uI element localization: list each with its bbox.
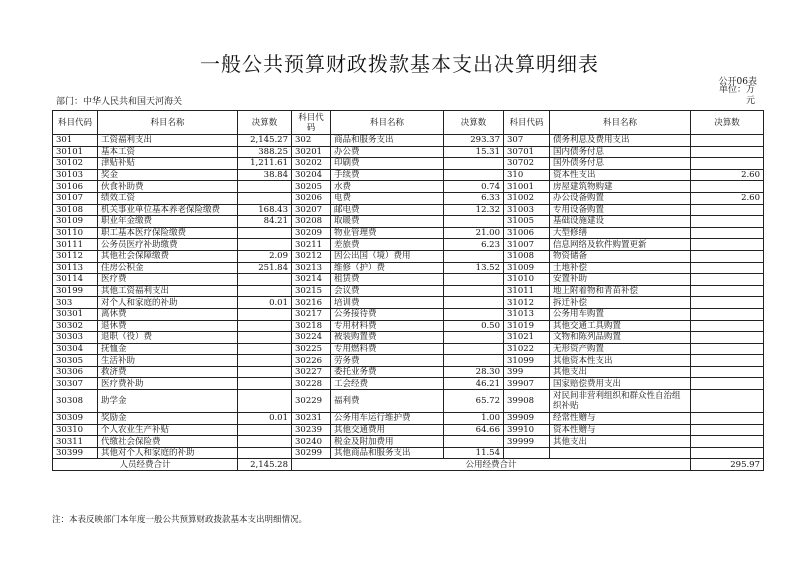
amount-cell: 2.60	[691, 169, 764, 181]
code-cell: 30206	[292, 192, 331, 204]
personnel-total-value: 2,145.28	[238, 459, 292, 471]
code-cell: 307	[504, 135, 550, 147]
code-cell: 30202	[292, 158, 331, 170]
name-cell: 其他支出	[550, 436, 691, 448]
amount-cell	[444, 250, 504, 262]
amount-cell	[691, 250, 764, 262]
code-cell: 30212	[292, 250, 331, 262]
name-cell: 公务员医疗补助缴费	[98, 239, 238, 251]
name-cell: 其他工资福利支出	[98, 285, 238, 297]
name-cell: 其他商品和服务支出	[331, 447, 444, 459]
name-cell: 办公设备购置	[550, 192, 691, 204]
code-cell: 30209	[292, 227, 331, 239]
code-cell: 30217	[292, 308, 331, 320]
header-cell: 科目代码	[504, 111, 550, 135]
name-cell: 医疗费	[98, 274, 238, 286]
amount-cell	[444, 169, 504, 181]
code-cell: 30306	[53, 366, 98, 378]
code-cell: 30228	[292, 378, 331, 390]
name-cell: 职业年金缴费	[98, 216, 238, 228]
amount-cell	[238, 285, 292, 297]
code-cell: 30114	[53, 274, 98, 286]
name-cell: 信息网络及软件购置更新	[550, 239, 691, 251]
name-cell: 奖金	[98, 169, 238, 181]
amount-cell	[238, 239, 292, 251]
name-cell: 无形资产购置	[550, 343, 691, 355]
amount-cell	[238, 378, 292, 390]
name-cell: 医疗费补助	[98, 378, 238, 390]
code-cell: 31002	[504, 192, 550, 204]
name-cell: 绩效工资	[98, 192, 238, 204]
amount-cell	[238, 308, 292, 320]
code-cell: 302	[292, 135, 331, 147]
amount-cell	[238, 274, 292, 286]
code-cell: 30299	[292, 447, 331, 459]
name-cell: 伙食补助费	[98, 181, 238, 193]
table-row	[53, 355, 764, 367]
code-cell: 30399	[53, 447, 98, 459]
code-cell: 30304	[53, 343, 98, 355]
name-cell: 地上附着物和青苗补偿	[550, 285, 691, 297]
table-row	[53, 216, 764, 228]
code-cell: 31013	[504, 308, 550, 320]
name-cell: 救济费	[98, 366, 238, 378]
amount-cell	[444, 355, 504, 367]
code-cell: 30701	[504, 146, 550, 158]
table-row	[53, 297, 764, 309]
name-cell: 手续费	[331, 169, 444, 181]
table-header-row	[53, 111, 764, 135]
code-cell: 30201	[292, 146, 331, 158]
code-cell: 30108	[53, 204, 98, 216]
amount-cell	[691, 390, 764, 413]
code-cell: 31008	[504, 250, 550, 262]
name-cell: 印刷费	[331, 158, 444, 170]
name-cell: 税金及附加费用	[331, 436, 444, 448]
footnote: 注：本表反映部门本年度一般公共预算财政拨款基本支出明细情况。	[52, 515, 308, 525]
code-cell: 30308	[53, 390, 98, 413]
table-row	[53, 181, 764, 193]
name-cell: 住房公积金	[98, 262, 238, 274]
name-cell: 津贴补贴	[98, 158, 238, 170]
code-cell: 39910	[504, 424, 550, 436]
amount-cell: 2.60	[691, 192, 764, 204]
code-cell: 30215	[292, 285, 331, 297]
unit-label: 单位：万元	[718, 85, 755, 106]
code-cell: 30213	[292, 262, 331, 274]
amount-cell: 0.50	[444, 320, 504, 332]
name-cell: 租赁费	[331, 274, 444, 286]
name-cell: 公务用车运行维护费	[331, 413, 444, 425]
name-cell: 其他社会保障缴费	[98, 250, 238, 262]
table-row	[53, 274, 764, 286]
code-cell: 30303	[53, 332, 98, 344]
table-row	[53, 447, 764, 459]
table-row	[53, 158, 764, 170]
code-cell: 39999	[504, 436, 550, 448]
amount-cell: 15.31	[444, 146, 504, 158]
amount-cell	[691, 158, 764, 170]
header-cell: 科目名称	[331, 111, 444, 135]
header-cell: 科目名称	[550, 111, 691, 135]
amount-cell	[691, 436, 764, 448]
amount-cell	[238, 192, 292, 204]
amount-cell	[238, 424, 292, 436]
name-cell: 生活补助	[98, 355, 238, 367]
code-cell: 30101	[53, 146, 98, 158]
table-row	[53, 250, 764, 262]
amount-cell: 12.32	[444, 204, 504, 216]
name-cell: 维修（护）费	[331, 262, 444, 274]
code-cell: 30112	[53, 250, 98, 262]
code-cell: 30307	[53, 378, 98, 390]
amount-cell: 13.52	[444, 262, 504, 274]
name-cell	[550, 447, 691, 459]
name-cell: 土地补偿	[550, 262, 691, 274]
code-cell: 30226	[292, 355, 331, 367]
name-cell: 助学金	[98, 390, 238, 413]
amount-cell: 21.00	[444, 227, 504, 239]
code-cell: 30301	[53, 308, 98, 320]
code-cell: 30211	[292, 239, 331, 251]
code-cell: 30229	[292, 390, 331, 413]
name-cell: 代缴社会保险费	[98, 436, 238, 448]
name-cell: 会议费	[331, 285, 444, 297]
name-cell: 国内债务付息	[550, 146, 691, 158]
header-cell: 科目名称	[98, 111, 238, 135]
amount-cell	[444, 158, 504, 170]
amount-cell: 65.72	[444, 390, 504, 413]
code-cell: 31003	[504, 204, 550, 216]
table-row	[53, 146, 764, 158]
name-cell: 其他资本性支出	[550, 355, 691, 367]
name-cell: 大型修缮	[550, 227, 691, 239]
code-cell: 399	[504, 366, 550, 378]
amount-cell	[238, 227, 292, 239]
header-cell: 决算数	[691, 111, 764, 135]
public-total-label: 公用经费合计	[292, 459, 691, 471]
amount-cell: 84.21	[238, 216, 292, 228]
name-cell: 委托业务费	[331, 366, 444, 378]
name-cell: 基本工资	[98, 146, 238, 158]
table-row	[53, 135, 764, 147]
code-cell: 30240	[292, 436, 331, 448]
public-total-value: 295.97	[691, 459, 764, 471]
amount-cell	[238, 355, 292, 367]
table-row	[53, 285, 764, 297]
name-cell: 因公出国（境）费用	[331, 250, 444, 262]
header-cell: 科目代码	[292, 111, 331, 135]
name-cell: 文物和陈列品购置	[550, 332, 691, 344]
code-cell: 30702	[504, 158, 550, 170]
name-cell: 邮电费	[331, 204, 444, 216]
code-cell: 31010	[504, 274, 550, 286]
name-cell: 公务接待费	[331, 308, 444, 320]
code-cell: 31019	[504, 320, 550, 332]
amount-cell	[691, 332, 764, 344]
code-cell: 30207	[292, 204, 331, 216]
code-cell: 30231	[292, 413, 331, 425]
amount-cell	[444, 332, 504, 344]
amount-cell: 1,211.61	[238, 158, 292, 170]
amount-cell	[691, 204, 764, 216]
name-cell: 工会经费	[331, 378, 444, 390]
amount-cell	[238, 390, 292, 413]
code-cell: 310	[504, 169, 550, 181]
name-cell: 其他交通工具购置	[550, 320, 691, 332]
name-cell: 水费	[331, 181, 444, 193]
amount-cell: 28.30	[444, 366, 504, 378]
amount-cell	[238, 181, 292, 193]
page-title: 一般公共预算财政拨款基本支出决算明细表	[200, 52, 599, 76]
code-cell: 30227	[292, 366, 331, 378]
table-row	[53, 343, 764, 355]
amount-cell	[238, 332, 292, 344]
name-cell: 专用燃料费	[331, 343, 444, 355]
table-row	[53, 424, 764, 436]
code-cell: 30216	[292, 297, 331, 309]
table-row	[53, 239, 764, 251]
name-cell: 工资福利支出	[98, 135, 238, 147]
amount-cell	[238, 320, 292, 332]
personnel-total-label: 人员经费合计	[53, 459, 238, 471]
table-row	[53, 192, 764, 204]
name-cell: 退休费	[98, 320, 238, 332]
name-cell: 取暖费	[331, 216, 444, 228]
name-cell: 奖励金	[98, 413, 238, 425]
code-cell: 31006	[504, 227, 550, 239]
name-cell: 职工基本医疗保险缴费	[98, 227, 238, 239]
code-cell: 30106	[53, 181, 98, 193]
name-cell: 基础设施建设	[550, 216, 691, 228]
name-cell: 对民间非营利组织和群众性自治组织补贴	[550, 390, 691, 413]
code-cell: 39909	[504, 413, 550, 425]
code-cell: 30113	[53, 262, 98, 274]
amount-cell	[691, 424, 764, 436]
code-cell: 303	[53, 297, 98, 309]
amount-cell	[238, 436, 292, 448]
name-cell: 拆迁补偿	[550, 297, 691, 309]
name-cell: 抚恤金	[98, 343, 238, 355]
amount-cell: 1.00	[444, 413, 504, 425]
code-cell: 31001	[504, 181, 550, 193]
code-cell: 31021	[504, 332, 550, 344]
code-cell: 31007	[504, 239, 550, 251]
amount-cell: 2.09	[238, 250, 292, 262]
name-cell: 专用材料费	[331, 320, 444, 332]
amount-cell	[691, 239, 764, 251]
amount-cell: 293.37	[444, 135, 504, 147]
table-row	[53, 436, 764, 448]
amount-cell: 38.84	[238, 169, 292, 181]
totals-row	[53, 459, 764, 471]
amount-cell	[238, 366, 292, 378]
name-cell: 其他交通费用	[331, 424, 444, 436]
table-row	[53, 227, 764, 239]
code-cell: 31005	[504, 216, 550, 228]
amount-cell	[691, 135, 764, 147]
amount-cell	[444, 285, 504, 297]
amount-cell: 0.01	[238, 297, 292, 309]
table-row	[53, 366, 764, 378]
code-cell	[504, 447, 550, 459]
code-cell: 301	[53, 135, 98, 147]
amount-cell: 6.33	[444, 192, 504, 204]
amount-cell: 0.74	[444, 181, 504, 193]
amount-cell	[444, 343, 504, 355]
amount-cell	[691, 146, 764, 158]
name-cell: 培训费	[331, 297, 444, 309]
amount-cell: 2,145.27	[238, 135, 292, 147]
code-cell: 30204	[292, 169, 331, 181]
name-cell: 差旅费	[331, 239, 444, 251]
amount-cell: 251.84	[238, 262, 292, 274]
name-cell: 劳务费	[331, 355, 444, 367]
name-cell: 个人农业生产补贴	[98, 424, 238, 436]
amount-cell	[444, 297, 504, 309]
table-row	[53, 204, 764, 216]
header-cell: 决算数	[444, 111, 504, 135]
amount-cell	[691, 285, 764, 297]
amount-cell	[238, 447, 292, 459]
amount-cell	[691, 355, 764, 367]
name-cell: 福利费	[331, 390, 444, 413]
amount-cell	[691, 262, 764, 274]
header-cell: 决算数	[238, 111, 292, 135]
code-cell: 30302	[53, 320, 98, 332]
code-cell: 31009	[504, 262, 550, 274]
code-cell: 31011	[504, 285, 550, 297]
name-cell: 资本性支出	[550, 169, 691, 181]
amount-cell	[691, 378, 764, 390]
amount-cell	[691, 366, 764, 378]
name-cell: 安置补助	[550, 274, 691, 286]
amount-cell	[691, 216, 764, 228]
header-cell: 科目代码	[53, 111, 98, 135]
code-cell: 30107	[53, 192, 98, 204]
table-row	[53, 413, 764, 425]
amount-cell: 11.54	[444, 447, 504, 459]
code-cell: 39908	[504, 390, 550, 413]
name-cell: 资本性赠与	[550, 424, 691, 436]
name-cell: 被装购置费	[331, 332, 444, 344]
code-cell: 30199	[53, 285, 98, 297]
name-cell: 其他对个人和家庭的补助	[98, 447, 238, 459]
amount-cell: 46.21	[444, 378, 504, 390]
table-row	[53, 169, 764, 181]
table-row	[53, 378, 764, 390]
amount-cell	[691, 181, 764, 193]
code-cell: 31012	[504, 297, 550, 309]
name-cell: 其他支出	[550, 366, 691, 378]
code-cell: 30111	[53, 239, 98, 251]
table-row	[53, 262, 764, 274]
table-code: 公开06表	[718, 77, 757, 87]
amount-cell: 64.66	[444, 424, 504, 436]
amount-cell	[444, 308, 504, 320]
code-cell: 39907	[504, 378, 550, 390]
department-label: 部门：中华人民共和国天河海关	[56, 97, 183, 107]
code-cell: 30239	[292, 424, 331, 436]
name-cell: 商品和服务支出	[331, 135, 444, 147]
amount-cell	[238, 343, 292, 355]
name-cell: 专用设备购置	[550, 204, 691, 216]
table-row	[53, 390, 764, 413]
name-cell: 物业管理费	[331, 227, 444, 239]
code-cell: 31099	[504, 355, 550, 367]
code-cell: 30109	[53, 216, 98, 228]
table-row	[53, 320, 764, 332]
code-cell: 30309	[53, 413, 98, 425]
name-cell: 债务利息及费用支出	[550, 135, 691, 147]
code-cell: 30208	[292, 216, 331, 228]
amount-cell	[691, 274, 764, 286]
name-cell: 国家赔偿费用支出	[550, 378, 691, 390]
code-cell: 31022	[504, 343, 550, 355]
name-cell: 物资储备	[550, 250, 691, 262]
name-cell: 退职（役）费	[98, 332, 238, 344]
name-cell: 对个人和家庭的补助	[98, 297, 238, 309]
name-cell: 经常性赠与	[550, 413, 691, 425]
amount-cell	[691, 308, 764, 320]
amount-cell	[691, 343, 764, 355]
amount-cell: 0.01	[238, 413, 292, 425]
amount-cell	[691, 413, 764, 425]
code-cell: 30310	[53, 424, 98, 436]
amount-cell	[691, 447, 764, 459]
table-row	[53, 308, 764, 320]
code-cell: 30225	[292, 343, 331, 355]
code-cell: 30102	[53, 158, 98, 170]
code-cell: 30305	[53, 355, 98, 367]
name-cell: 公务用车购置	[550, 308, 691, 320]
amount-cell	[444, 436, 504, 448]
code-cell: 30214	[292, 274, 331, 286]
name-cell: 房屋建筑物购建	[550, 181, 691, 193]
expenditure-table	[52, 110, 764, 471]
name-cell: 国外债务付息	[550, 158, 691, 170]
amount-cell: 168.43	[238, 204, 292, 216]
table-row	[53, 332, 764, 344]
amount-cell	[691, 320, 764, 332]
amount-cell	[444, 216, 504, 228]
amount-cell	[691, 297, 764, 309]
code-cell: 30224	[292, 332, 331, 344]
code-cell: 30110	[53, 227, 98, 239]
name-cell: 电费	[331, 192, 444, 204]
name-cell: 离休费	[98, 308, 238, 320]
code-cell: 30311	[53, 436, 98, 448]
code-cell: 30103	[53, 169, 98, 181]
code-cell: 30205	[292, 181, 331, 193]
amount-cell: 388.25	[238, 146, 292, 158]
code-cell: 30218	[292, 320, 331, 332]
amount-cell	[691, 227, 764, 239]
amount-cell	[444, 274, 504, 286]
name-cell: 机关事业单位基本养老保险缴费	[98, 204, 238, 216]
name-cell: 办公费	[331, 146, 444, 158]
amount-cell: 6.23	[444, 239, 504, 251]
